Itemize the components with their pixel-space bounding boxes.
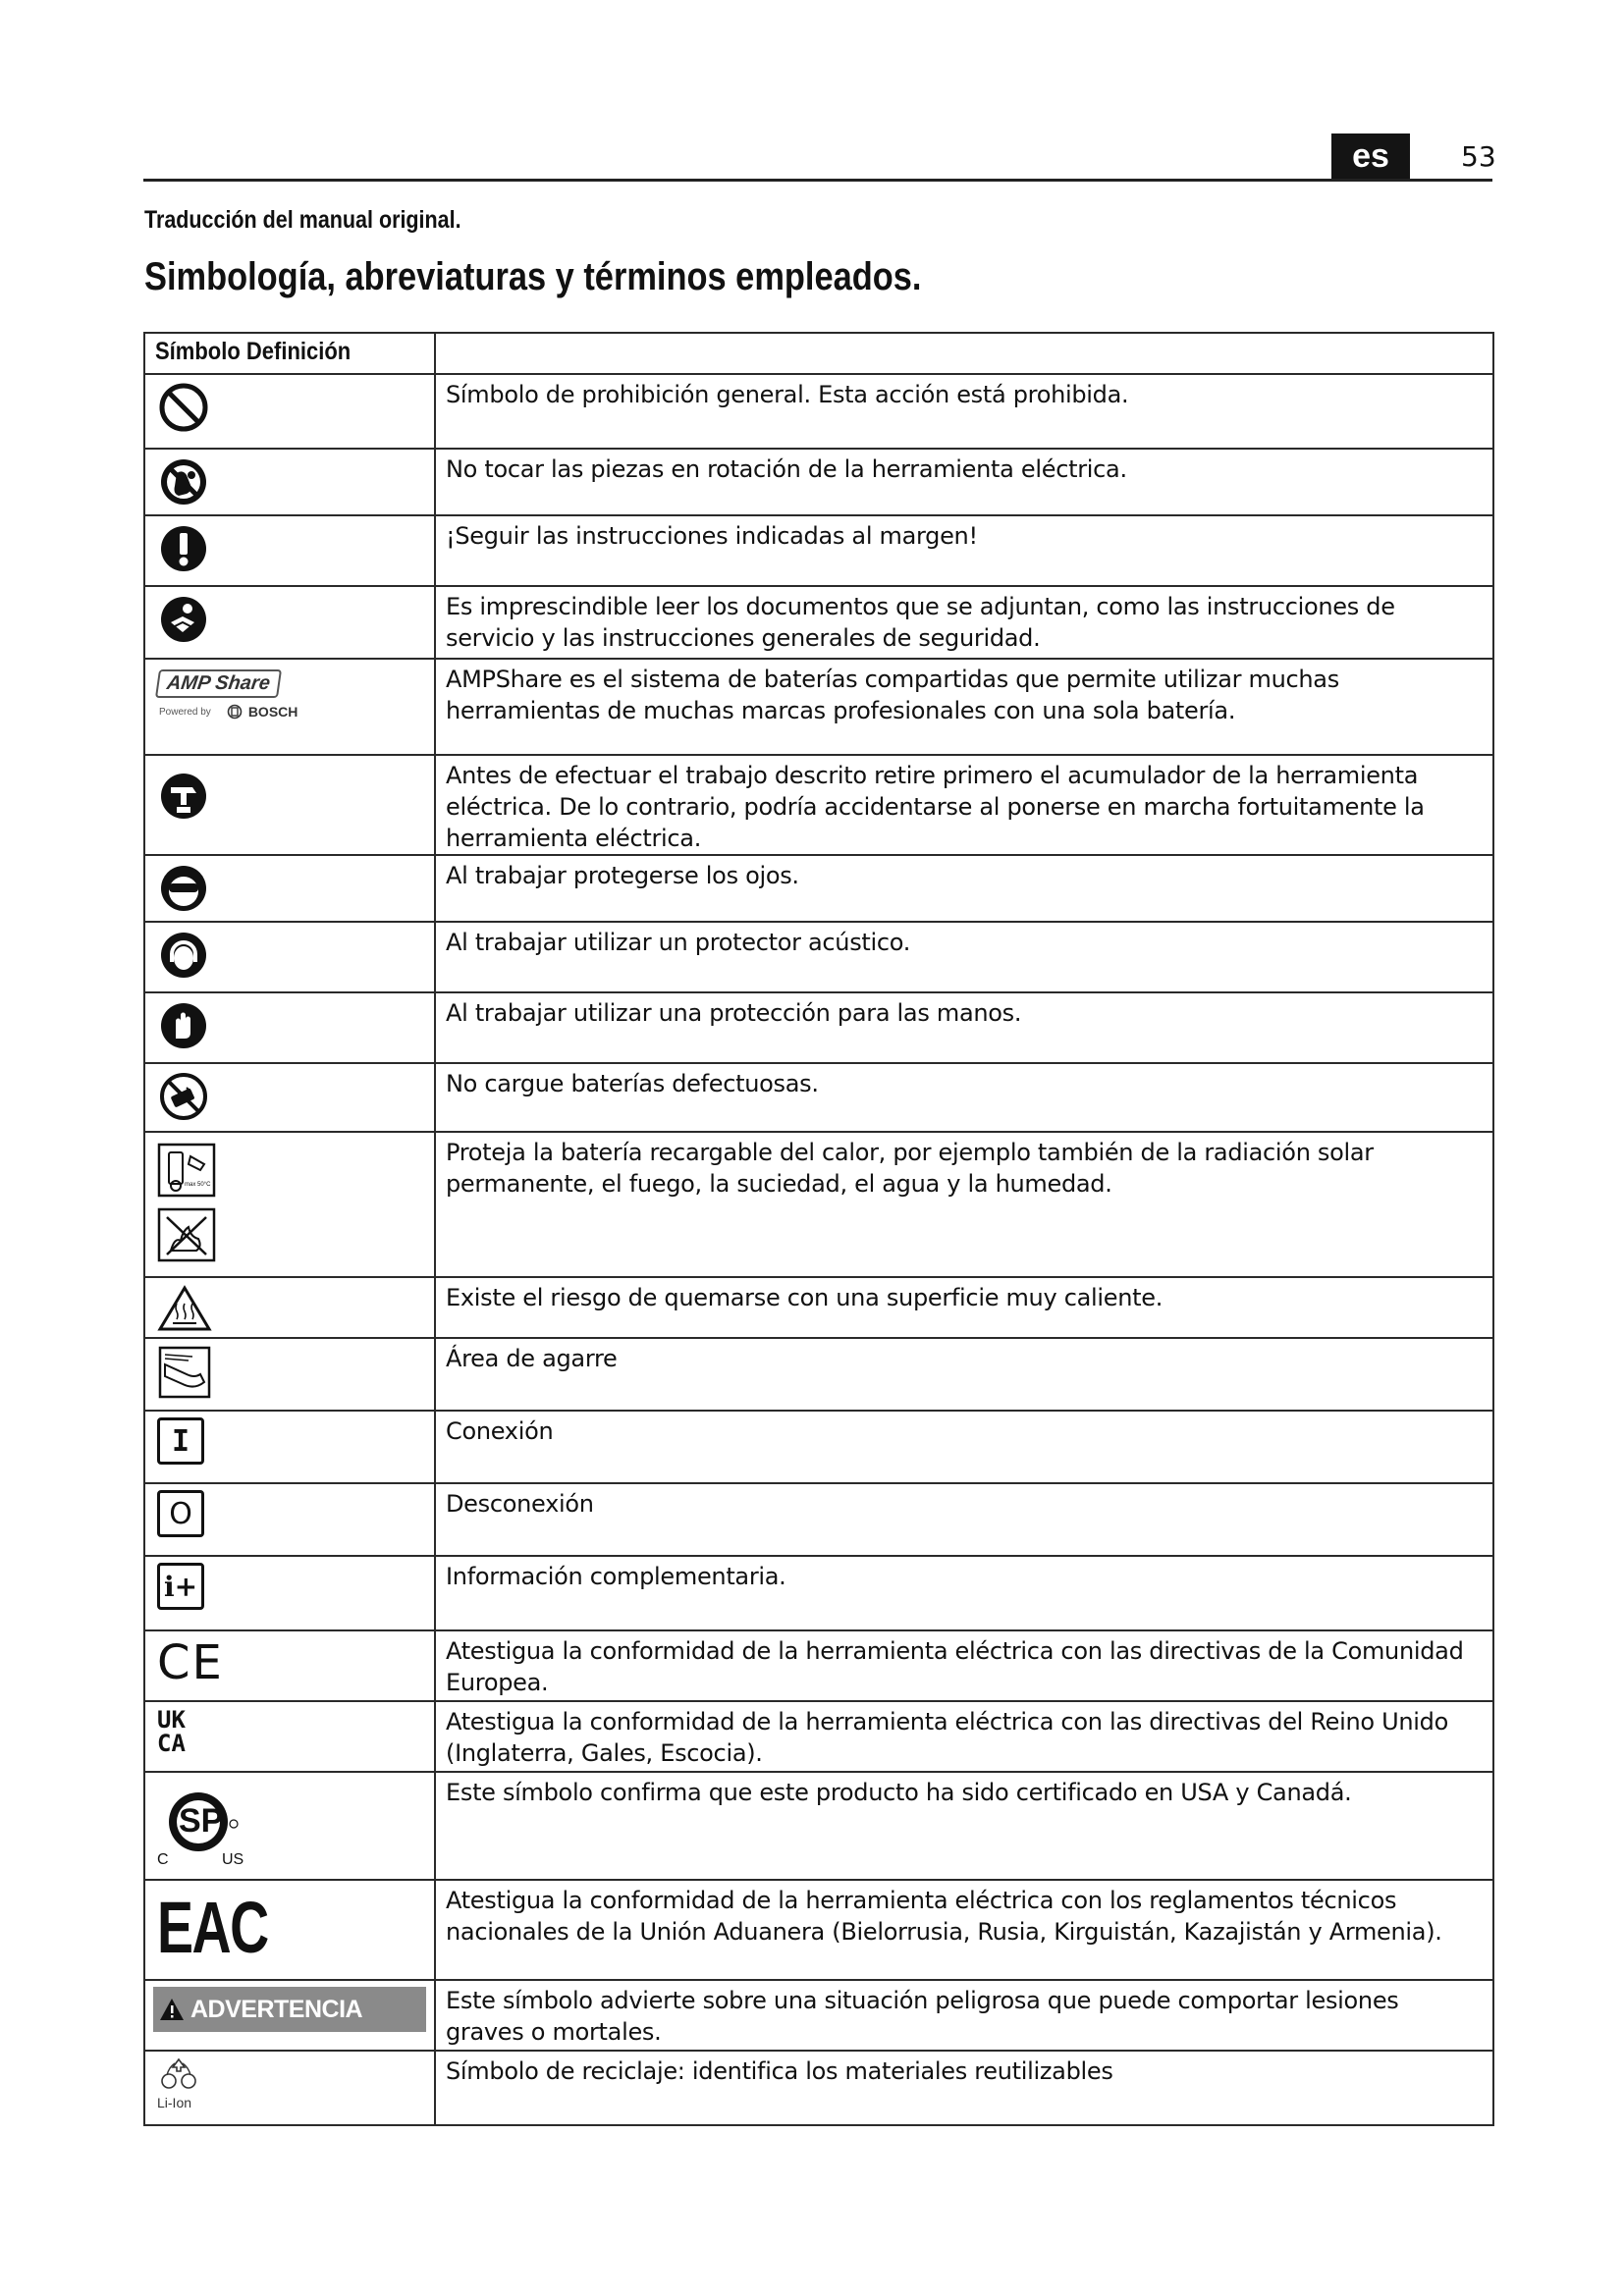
table-row <box>144 374 1493 449</box>
grip-area-icon <box>157 1345 434 1400</box>
table-row <box>144 1701 1493 1772</box>
table-row <box>144 1411 1493 1483</box>
definition-text: Este símbolo advierte sobre una situación peligrosa que puede comportar lesiones graves o mortales. <box>435 1980 1493 2051</box>
definition-text: No cargue baterías defectuosas. <box>435 1063 1493 1132</box>
page-title: Simbología, abreviaturas y términos empleados. <box>144 255 922 298</box>
table-header-row <box>144 333 1493 374</box>
definition-text: ¡Seguir las instrucciones indicadas al margen! <box>435 515 1493 586</box>
table-row <box>144 1132 1493 1277</box>
table-row <box>144 1338 1493 1411</box>
definition-text: Antes de efectuar el trabajo descrito retire primero el acumulador de la herramienta eléctrica. De lo contrario, podría accidentarse al ponerse en marcha fortuitamente la herramienta eléctrica. <box>435 755 1493 855</box>
read-manual-icon <box>157 593 434 646</box>
table-row <box>144 1630 1493 1701</box>
document-subtitle: Traducción del manual original. <box>144 206 461 234</box>
table-header-blank <box>435 333 1493 374</box>
power-off-icon: O <box>157 1490 204 1537</box>
table-row <box>144 755 1493 855</box>
table-row <box>144 449 1493 515</box>
definition-text: Atestigua la conformidad de la herramienta eléctrica con las directivas del Reino Unido (Inglaterra, Gales, Escocia). <box>435 1701 1493 1772</box>
table-row <box>144 1483 1493 1556</box>
ukca-mark-icon: UK CA <box>157 1706 186 1757</box>
table-row <box>144 2051 1493 2125</box>
definition-text: Desconexión <box>435 1483 1493 1556</box>
table-row <box>144 1772 1493 1880</box>
table-row <box>144 992 1493 1063</box>
table-row <box>144 1880 1493 1980</box>
warning-label: ADVERTENCIA <box>153 1987 426 2032</box>
definition-text: Es imprescindible leer los documentos que se adjuntan, como las instrucciones de servicio y las instrucciones generales de seguridad. <box>435 586 1493 659</box>
ampshare-logo: AMP Share <box>157 669 434 698</box>
csa-mark-icon: SP C US <box>157 1781 265 1871</box>
definition-text: Al trabajar utilizar un protector acústico. <box>435 922 1493 992</box>
definition-text: Información complementaria. <box>435 1556 1493 1630</box>
bosch-logo: BOSCH <box>227 704 298 720</box>
table-header: Símbolo Definición <box>144 333 435 374</box>
definition-text: Área de agarre <box>435 1338 1493 1411</box>
table-row <box>144 1556 1493 1630</box>
definition-text: Existe el riesgo de quemarse con una superficie muy caliente. <box>435 1277 1493 1338</box>
language-badge: es <box>1331 133 1410 179</box>
remove-battery-icon <box>157 770 434 823</box>
ear-protection-icon <box>157 929 434 982</box>
table-row <box>144 1063 1493 1132</box>
table-row <box>144 922 1493 992</box>
definition-text: Símbolo de prohibición general. Esta acción está prohibida. <box>435 374 1493 449</box>
recycling-li-ion-icon: Li-Ion <box>157 2056 434 2110</box>
battery-heat-icon: max 50°C <box>157 1143 216 1198</box>
hand-protection-icon <box>157 999 434 1052</box>
no-charge-defective-battery-icon <box>157 1070 434 1123</box>
definition-text: Símbolo de reciclaje: identifica los materiales reutilizables <box>435 2051 1493 2125</box>
page-number: 53 <box>1461 140 1496 173</box>
table-row <box>144 586 1493 659</box>
ce-mark-icon: CE <box>157 1635 224 1690</box>
definition-text: Este símbolo confirma que este producto ha sido certificado en USA y Canadá. <box>435 1772 1493 1880</box>
powered-by-text: Powered by <box>159 706 211 718</box>
table-row <box>144 1980 1493 2051</box>
hot-surface-warning-icon <box>157 1284 434 1333</box>
table-row <box>144 855 1493 922</box>
eye-protection-icon <box>157 862 434 915</box>
header-rule <box>143 179 1492 182</box>
eac-mark-icon: EAC <box>157 1887 268 1968</box>
power-on-icon: I <box>157 1417 204 1465</box>
definition-text: Al trabajar utilizar una protección para las manos. <box>435 992 1493 1063</box>
no-touch-rotating-parts-icon <box>157 455 434 508</box>
definition-text: Atestigua la conformidad de la herramienta eléctrica con las directivas de la Comunidad Europea. <box>435 1630 1493 1701</box>
prohibition-icon <box>157 381 434 434</box>
definition-text: Atestigua la conformidad de la herramienta eléctrica con los reglamentos técnicos nacionales de la Unión Aduanera (Bielorrusia, Rusia, Kirguistán, Kazajistán y Armenia). <box>435 1880 1493 1980</box>
battery-no-fire-water-icon <box>157 1207 434 1262</box>
symbol-table <box>143 332 1494 2126</box>
info-plus-icon: i+ <box>157 1563 204 1610</box>
mandatory-instructions-icon <box>157 522 434 575</box>
definition-text: No tocar las piezas en rotación de la herramienta eléctrica. <box>435 449 1493 515</box>
definition-text: Conexión <box>435 1411 1493 1483</box>
definition-text: Proteja la batería recargable del calor, por ejemplo también de la radiación solar permanente, el fuego, la suciedad, el agua y la humedad. <box>435 1132 1493 1277</box>
table-row <box>144 515 1493 586</box>
warning-triangle-icon <box>159 1998 185 2021</box>
definition-text: AMPShare es el sistema de baterías compartidas que permite utilizar muchas herramientas de muchas marcas profesionales con una sola batería. <box>435 659 1493 755</box>
definition-text: Al trabajar protegerse los ojos. <box>435 855 1493 922</box>
table-row <box>144 1277 1493 1338</box>
table-row <box>144 659 1493 755</box>
